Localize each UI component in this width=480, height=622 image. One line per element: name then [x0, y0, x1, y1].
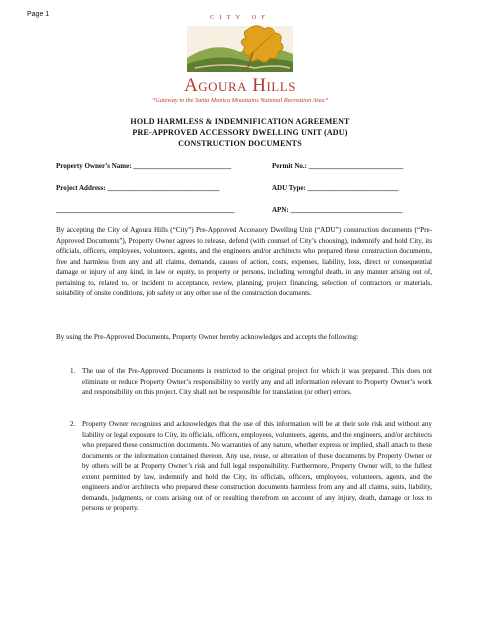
list-number-2: 2.	[70, 420, 76, 428]
agreement-paragraph-1: By accepting the City of Agoura Hills (“City”) Pre-Approved Accessory Dwelling Unit (“ADU”) construction documents (“Pre-Approved Documents”), Property Owner agrees to release, defend (with counsel of City’s choosing), indemnify and hold City, its officials, officers, employees, volunteers, agents, and the engineers and/or architects who prepared these construction documents, free and harmless from any and all claims, demands, causes of action, costs, expenses, liability, loss, direct or consequential damage or injury of any kind, in law or equity, to property or persons, including wrongful death, in any manner arising out of, pertaining to, related to, or incident to acceptance, review, planning, project financing, selection of contractors or materials, suitability of onsite conditions, job safety or any other use of the construction documents.	[56, 226, 432, 297]
logo-tagline: “Gateway to the Santa Monica Mountains National Recreation Area”	[151, 97, 329, 104]
logo-agoura-hills-text: Agoura Hills	[184, 75, 296, 96]
title-line-3: CONSTRUCTION DOCUMENTS	[178, 139, 302, 148]
city-logo	[165, 12, 315, 96]
apn-field[interactable]: APN: ________________________________	[272, 206, 403, 214]
project-address-field[interactable]: Project Address: ________________________________	[56, 184, 220, 192]
owner-name-field[interactable]: Property Owner’s Name: ____________________________	[56, 162, 232, 170]
logo-city-of-text: CITY OF	[210, 14, 270, 21]
permit-no-field[interactable]: Permit No.: ___________________________	[272, 162, 404, 170]
page-number: Page 1	[27, 11, 50, 18]
agreement-paragraph-2: By using the Pre-Approved Documents, Property Owner hereby acknowledges and accepts the following:	[56, 333, 359, 341]
list-item-2: Property Owner recognizes and acknowledges that the use of this information will be at their sole risk and without any liability or legal exposure to City, its officials, officers, employees, volunteers, agents, and the engineers, and/or architects who prepared these construction documents. No warranties of any nature, whether express or implied, shall attach to these documents or the information contained thereon. Any use, reuse, or alteration of these documents by Property Owner or by others will be at Property Owner’s risk and full legal responsibility. Furthermore, Property Owner will, to the fullest extent permitted by law, indemnify and hold the City, its officials, officers, employees, volunteers, agents, and the engineers and/or architects who prepared these construction documents harmless from any and all claims, suits, liability, demands, judgments, or costs arising out of or resulting therefrom on account of any injury, death, damage or loss to persons or property.	[82, 420, 432, 512]
list-item-1: The use of the Pre-Approved Documents is restricted to the original project for which it was prepared. This does not eliminate or reduce Property Owner’s responsibility to verify any and all information relevant to Property Owner’s work and responsibility on this project. City shall not be responsible for translation (or other) errors.	[82, 367, 432, 396]
title-line-2: PRE-APPROVED ACCESSORY DWELLING UNIT (ADU)	[132, 128, 348, 137]
list-number-1: 1.	[70, 367, 76, 375]
title-line-1: HOLD HARMLESS & INDEMNIFICATION AGREEMENT	[130, 117, 350, 126]
adu-type-field[interactable]: ADU Type: __________________________	[272, 184, 399, 192]
project-address-line-2[interactable]: ___________________________________________________	[56, 206, 235, 214]
